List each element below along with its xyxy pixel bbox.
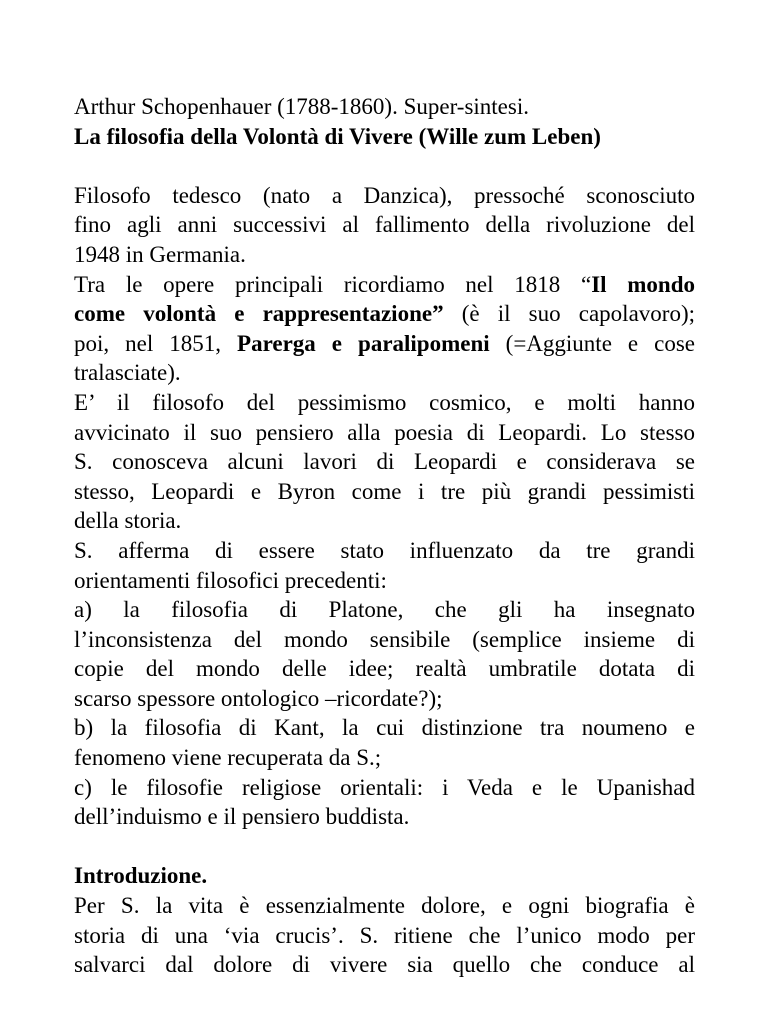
- paragraph-spacer: [74, 832, 695, 862]
- paragraph-line: storia di una ‘via crucis’. S. ritiene che l’unico modo per: [74, 922, 695, 948]
- document-subtitle: La filosofia della Volontà di Vivere (Wille zum Leben): [74, 123, 601, 149]
- paragraph-line: della storia.: [74, 508, 182, 534]
- paragraph-line: fenomeno viene recuperata da S.;: [74, 745, 382, 771]
- paragraph-line: c) le filosofie religiose orientali: i Veda e le Upanishad: [74, 774, 695, 800]
- document-page: [74, 92, 695, 980]
- paragraph-biography: [74, 181, 695, 270]
- list-item-eastern: [74, 773, 695, 832]
- paragraph-introduction: [74, 891, 695, 980]
- list-item-kant: [74, 713, 695, 772]
- work-title: come volontà e rappresentazione”: [74, 301, 444, 327]
- work-title: Il mondo: [591, 271, 695, 297]
- paragraph-line: a) la filosofia di Platone, che gli ha insegnato: [74, 597, 695, 623]
- paragraph-line: stesso, Leopardi e Byron come i tre più grandi pessimisti: [74, 478, 695, 504]
- paragraph-line: S. afferma di essere stato influenzato da tre grandi: [74, 537, 695, 563]
- paragraph-line: b) la filosofia di Kant, la cui distinzione tra noumeno e: [74, 715, 695, 741]
- paragraph-line: dell’induismo e il pensiero buddista.: [74, 804, 410, 830]
- paragraph-line: avvicinato il suo pensiero alla poesia di Leopardi. Lo stesso: [74, 419, 695, 445]
- paragraph-line: scarso spessore ontologico –ricordate?);: [74, 685, 443, 711]
- paragraph-line: come volontà e rappresentazione” (è il suo capolavoro);: [74, 301, 695, 327]
- paragraph-line: Per S. la vita è essenzialmente dolore, e ogni biografia è: [74, 893, 695, 919]
- section-heading: Introduzione.: [74, 863, 208, 889]
- paragraph-line: S. conosceva alcuni lavori di Leopardi e considerava se: [74, 449, 695, 475]
- paragraph-line: fino agli anni successivi al fallimento della rivoluzione del: [74, 212, 695, 238]
- paragraph-line: orientamenti filosofici precedenti:: [74, 567, 387, 593]
- paragraph-line: l’inconsistenza del mondo sensibile (semplice insieme di: [74, 626, 695, 652]
- paragraph-line: poi, nel 1851, Parerga e paralipomeni (=Aggiunte e cose: [74, 330, 695, 356]
- paragraph-line: salvarci dal dolore di vivere sia quello che conduce al: [74, 952, 695, 978]
- paragraph-spacer: [74, 151, 695, 181]
- paragraph-line: Tra le opere principali ricordiamo nel 1818 “Il mondo: [74, 271, 695, 297]
- paragraph-influences: [74, 536, 695, 595]
- list-item-plato: [74, 595, 695, 713]
- paragraph-line: Filosofo tedesco (nato a Danzica), pressoché sconosciuto: [74, 182, 695, 208]
- document-title: Arthur Schopenhauer (1788-1860). Super-sintesi.: [74, 94, 529, 119]
- paragraph-works: [74, 270, 695, 388]
- paragraph-line: tralasciate).: [74, 360, 181, 386]
- paragraph-line: E’ il filosofo del pessimismo cosmico, e molti hanno: [74, 389, 695, 415]
- work-title: Parerga e paralipomeni: [237, 330, 490, 356]
- paragraph-line: 1948 in Germania.: [74, 241, 246, 267]
- paragraph-line: copie del mondo delle idee; realtà umbratile dotata di: [74, 656, 695, 682]
- paragraph-pessimism: [74, 388, 695, 536]
